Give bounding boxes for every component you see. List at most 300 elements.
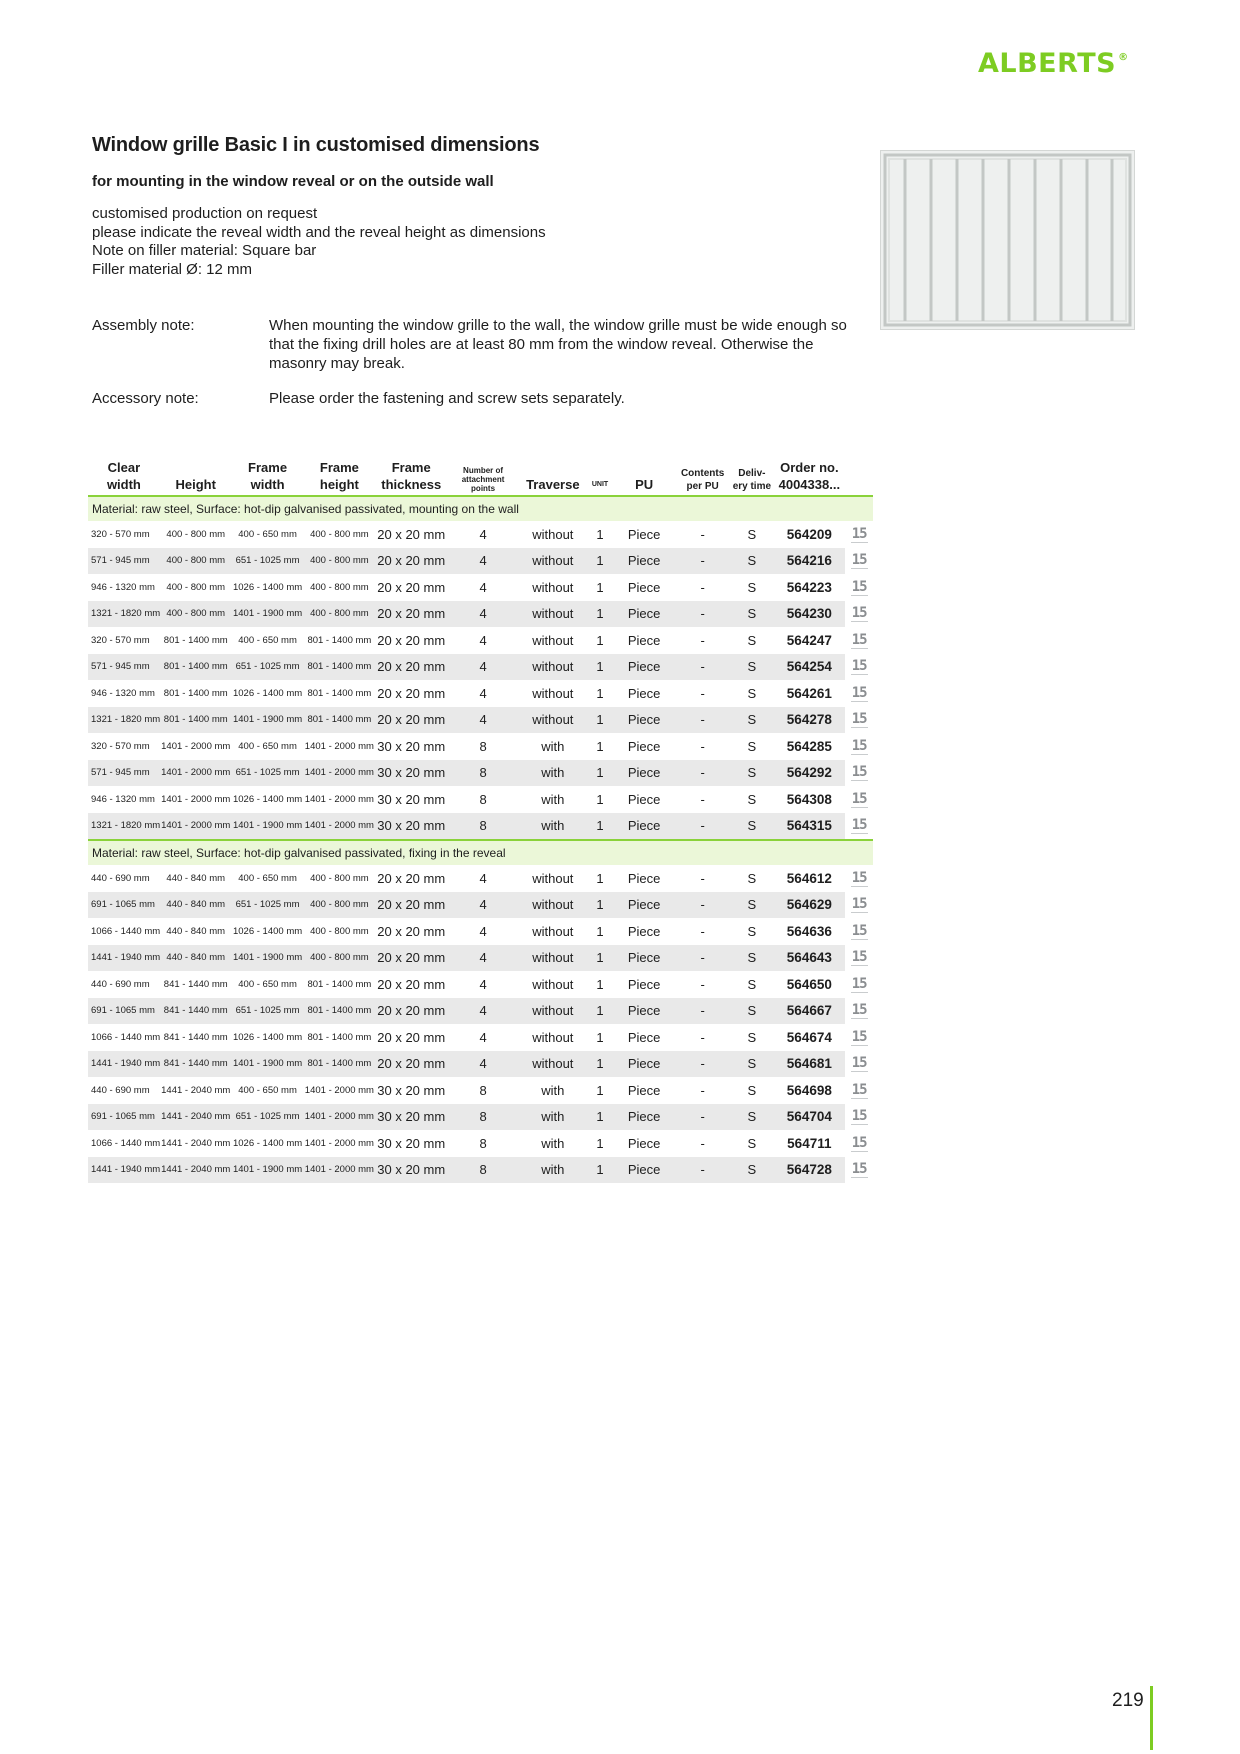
cell-frame-thickness: 30 x 20 mm <box>377 738 446 754</box>
table-row <box>88 707 873 734</box>
cell-traverse: without <box>532 685 574 701</box>
header-frame-width: Frame width <box>248 460 288 492</box>
cell-frame-height: 400 - 800 mm <box>303 548 375 575</box>
cell-traverse: with <box>519 1157 587 1184</box>
cell-frame-width: 1401 - 1900 mm <box>232 1157 304 1184</box>
cell-contents-per-pu: - <box>700 870 705 886</box>
cell-height: 400 - 800 mm <box>166 528 226 540</box>
table-row <box>88 945 873 972</box>
cell-traverse: with <box>541 1135 565 1151</box>
accessory-note-text: Please order the fastening and screw sets separately. <box>269 390 625 407</box>
cell-order-no: 564254 <box>773 654 845 681</box>
cell-frame-thickness: 30 x 20 mm <box>375 1157 447 1184</box>
table-row <box>88 918 873 945</box>
cell-pu: Piece <box>627 738 661 754</box>
cell-delivery-time: S <box>730 601 773 628</box>
cell-contents-per-pu: - <box>675 813 730 841</box>
table-body <box>88 496 873 1183</box>
header-frame-height: Frame height <box>319 460 359 492</box>
description-line: please indicate the reveal width and the reveal height as dimensions <box>92 223 546 241</box>
cell-pu: Piece <box>613 760 675 787</box>
lead-time-badge: 15 <box>851 949 867 966</box>
cell-traverse: with <box>519 813 587 841</box>
cell-frame-height: 801 - 1400 mm <box>303 654 375 681</box>
cell-order-no: 564629 <box>773 892 845 919</box>
cell-attachment-points: 4 <box>447 892 519 919</box>
cell-frame-thickness: 20 x 20 mm <box>377 1029 446 1045</box>
cell-clear-width: 1321 - 1820 mm <box>88 813 160 841</box>
cell-attachment-points: 8 <box>447 813 519 841</box>
description-line: customised production on request <box>92 205 318 222</box>
cell-height: 841 - 1440 mm <box>160 998 232 1025</box>
cell-traverse: without <box>519 654 587 681</box>
lead-time-badge: 15 <box>851 896 867 913</box>
cell-unit: 1 <box>596 738 604 754</box>
group-label: Material: raw steel, Surface: hot-dip galvanised passivated, fixing in the reveal <box>88 840 873 865</box>
cell-traverse: with <box>541 1082 565 1098</box>
cell-unit: 1 <box>587 654 614 681</box>
cell-lead-badge <box>845 1051 873 1078</box>
cell-frame-height: 1401 - 2000 mm <box>303 1157 375 1184</box>
cell-unit: 1 <box>587 892 614 919</box>
cell-lead-badge <box>845 627 873 654</box>
table-row <box>88 548 873 575</box>
cell-delivery-time: S <box>730 892 773 919</box>
cell-height: 400 - 800 mm <box>160 548 232 575</box>
cell-frame-height: 1401 - 2000 mm <box>304 1137 374 1149</box>
cell-lead-badge <box>845 786 873 813</box>
cell-frame-width: 1026 - 1400 mm <box>232 1031 303 1043</box>
cell-order-no: 564650 <box>786 976 832 992</box>
cell-delivery-time: S <box>747 632 757 648</box>
cell-unit: 1 <box>587 945 614 972</box>
cell-order-no: 564643 <box>773 945 845 972</box>
lead-time-badge: 15 <box>851 1002 867 1019</box>
cell-lead-badge <box>845 760 873 787</box>
lead-time-badge: 15 <box>851 1161 867 1178</box>
cell-traverse: with <box>519 760 587 787</box>
cell-frame-thickness: 30 x 20 mm <box>375 760 447 787</box>
cell-height: 1441 - 2040 mm <box>160 1157 232 1184</box>
cell-pu: Piece <box>627 870 661 886</box>
table-row <box>88 1157 873 1184</box>
cell-contents-per-pu: - <box>700 1029 705 1045</box>
cell-frame-thickness: 20 x 20 mm <box>377 923 446 939</box>
cell-frame-width: 1026 - 1400 mm <box>232 793 303 805</box>
cell-contents-per-pu: - <box>675 654 730 681</box>
cell-pu: Piece <box>627 1029 661 1045</box>
cell-clear-width: 320 - 570 mm <box>91 740 150 752</box>
cell-frame-width: 1026 - 1400 mm <box>232 925 303 937</box>
header-pu: PU <box>635 477 654 492</box>
cell-unit: 1 <box>587 601 614 628</box>
cell-lead-badge <box>845 1104 873 1131</box>
cell-unit: 1 <box>587 1157 614 1184</box>
cell-attachment-points: 4 <box>447 945 519 972</box>
cell-pu: Piece <box>627 923 661 939</box>
cell-contents-per-pu: - <box>675 707 730 734</box>
table-row <box>88 654 873 681</box>
page-number: 219 <box>1112 1690 1144 1711</box>
cell-pu: Piece <box>627 579 661 595</box>
cell-contents-per-pu: - <box>675 548 730 575</box>
cell-frame-width: 651 - 1025 mm <box>232 998 304 1025</box>
cell-frame-thickness: 20 x 20 mm <box>375 654 447 681</box>
cell-pu: Piece <box>613 1157 675 1184</box>
lead-time-badge: 15 <box>851 658 867 675</box>
lead-time-badge: 15 <box>851 1108 867 1125</box>
header-traverse: Traverse <box>526 477 580 492</box>
cell-frame-height: 801 - 1400 mm <box>307 978 372 990</box>
cell-clear-width: 691 - 1065 mm <box>88 998 160 1025</box>
cell-pu: Piece <box>627 1135 661 1151</box>
cell-order-no: 564308 <box>786 791 832 807</box>
cell-lead-badge <box>845 1024 873 1051</box>
cell-height: 1401 - 2000 mm <box>161 793 231 805</box>
cell-order-no: 564278 <box>773 707 845 734</box>
cell-pu: Piece <box>627 685 661 701</box>
cell-pu: Piece <box>613 998 675 1025</box>
cell-height: 440 - 840 mm <box>166 872 226 884</box>
cell-lead-badge <box>845 998 873 1025</box>
lead-time-badge: 15 <box>851 605 867 622</box>
cell-frame-thickness: 30 x 20 mm <box>375 1104 447 1131</box>
cell-frame-height: 801 - 1400 mm <box>307 1031 372 1043</box>
cell-order-no: 564216 <box>773 548 845 575</box>
cell-frame-height: 1401 - 2000 mm <box>303 1104 375 1131</box>
cell-frame-thickness: 30 x 20 mm <box>377 791 446 807</box>
lead-time-badge: 15 <box>851 684 867 701</box>
lead-time-badge: 15 <box>851 737 867 754</box>
cell-clear-width: 946 - 1320 mm <box>91 793 155 805</box>
table-header-row <box>88 448 873 496</box>
cell-clear-width: 1066 - 1440 mm <box>91 1137 160 1149</box>
cell-lead-badge <box>845 707 873 734</box>
lead-time-badge: 15 <box>851 1081 867 1098</box>
cell-frame-thickness: 20 x 20 mm <box>375 945 447 972</box>
cell-frame-height: 1401 - 2000 mm <box>303 760 375 787</box>
cell-contents-per-pu: - <box>700 791 705 807</box>
cell-lead-badge <box>845 1157 873 1184</box>
cell-lead-badge <box>845 548 873 575</box>
cell-unit: 1 <box>596 923 604 939</box>
cell-clear-width: 946 - 1320 mm <box>91 581 155 593</box>
cell-unit: 1 <box>596 976 604 992</box>
cell-order-no: 564674 <box>786 1029 832 1045</box>
cell-frame-width: 651 - 1025 mm <box>232 654 304 681</box>
lead-time-badge: 15 <box>851 817 867 834</box>
cell-frame-height: 400 - 800 mm <box>310 872 369 884</box>
cell-lead-badge <box>845 601 873 628</box>
cell-pu: Piece <box>613 707 675 734</box>
cell-attachment-points: 8 <box>479 738 487 754</box>
cell-delivery-time: S <box>730 945 773 972</box>
cell-frame-height: 801 - 1400 mm <box>307 634 372 646</box>
lead-time-badge: 15 <box>851 1028 867 1045</box>
cell-delivery-time: S <box>747 738 757 754</box>
cell-delivery-time: S <box>747 923 757 939</box>
cell-height: 841 - 1440 mm <box>163 978 228 990</box>
cell-attachment-points: 8 <box>479 791 487 807</box>
cell-height: 400 - 800 mm <box>160 601 232 628</box>
table-row <box>88 971 873 998</box>
cell-unit: 1 <box>587 1051 614 1078</box>
cell-frame-width: 651 - 1025 mm <box>232 760 304 787</box>
lead-time-badge: 15 <box>851 1055 867 1072</box>
cell-lead-badge <box>845 654 873 681</box>
cell-height: 1401 - 2000 mm <box>161 740 231 752</box>
assembly-note-label: Assembly note: <box>92 317 195 334</box>
cell-frame-thickness: 20 x 20 mm <box>377 685 446 701</box>
cell-delivery-time: S <box>730 707 773 734</box>
cell-height: 801 - 1400 mm <box>160 654 232 681</box>
cell-frame-width: 651 - 1025 mm <box>232 1104 304 1131</box>
cell-frame-thickness: 20 x 20 mm <box>375 707 447 734</box>
cell-unit: 1 <box>596 632 604 648</box>
assembly-note-text: When mounting the window grille to the wall, the window grille must be wide enough so that the fixing drill holes are at least 80 mm from the window reveal. Otherwise the masonry may break. <box>269 317 847 372</box>
cell-frame-width: 400 - 650 mm <box>238 978 297 990</box>
cell-attachment-points: 4 <box>479 923 487 939</box>
cell-traverse: without <box>519 998 587 1025</box>
cell-attachment-points: 4 <box>479 685 487 701</box>
cell-height: 400 - 800 mm <box>166 581 226 593</box>
cell-attachment-points: 8 <box>447 1157 519 1184</box>
cell-height: 801 - 1400 mm <box>160 707 232 734</box>
cell-height: 841 - 1440 mm <box>163 1031 228 1043</box>
cell-order-no: 564612 <box>786 870 832 886</box>
table-row <box>88 786 873 813</box>
cell-pu: Piece <box>613 945 675 972</box>
cell-order-no: 564667 <box>773 998 845 1025</box>
cell-contents-per-pu: - <box>700 1082 705 1098</box>
table-group-row <box>88 496 873 521</box>
header-order-no: Order no. 4004338... <box>778 460 841 492</box>
cell-frame-width: 400 - 650 mm <box>238 1084 297 1096</box>
cell-clear-width: 1321 - 1820 mm <box>88 601 160 628</box>
cell-order-no: 564315 <box>773 813 845 841</box>
cell-height: 440 - 840 mm <box>160 892 232 919</box>
cell-attachment-points: 4 <box>447 601 519 628</box>
cell-attachment-points: 4 <box>447 654 519 681</box>
table-row <box>88 627 873 654</box>
cell-frame-thickness: 20 x 20 mm <box>375 601 447 628</box>
cell-pu: Piece <box>613 813 675 841</box>
cell-clear-width: 1066 - 1440 mm <box>91 1031 160 1043</box>
page-title: Window grille Basic I in customised dimensions <box>92 134 540 156</box>
cell-frame-height: 1401 - 2000 mm <box>304 1084 374 1096</box>
cell-frame-height: 801 - 1400 mm <box>303 998 375 1025</box>
cell-clear-width: 571 - 945 mm <box>88 548 160 575</box>
cell-contents-per-pu: - <box>675 1104 730 1131</box>
cell-attachment-points: 4 <box>479 870 487 886</box>
cell-height: 1441 - 2040 mm <box>160 1104 232 1131</box>
cell-delivery-time: S <box>747 579 757 595</box>
product-table <box>88 448 873 1183</box>
cell-frame-width: 400 - 650 mm <box>238 528 297 540</box>
cell-traverse: without <box>532 526 574 542</box>
cell-traverse: without <box>532 870 574 886</box>
cell-frame-thickness: 30 x 20 mm <box>375 813 447 841</box>
cell-lead-badge <box>845 1130 873 1157</box>
cell-traverse: without <box>519 892 587 919</box>
cell-height: 1441 - 2040 mm <box>161 1137 231 1149</box>
lead-time-badge: 15 <box>851 711 867 728</box>
cell-clear-width: 1441 - 1940 mm <box>88 945 160 972</box>
cell-height: 1401 - 2000 mm <box>160 760 232 787</box>
cell-frame-height: 1401 - 2000 mm <box>303 813 375 841</box>
cell-attachment-points: 4 <box>479 976 487 992</box>
lead-time-badge: 15 <box>851 975 867 992</box>
table-row <box>88 1051 873 1078</box>
cell-order-no: 564261 <box>786 685 832 701</box>
cell-delivery-time: S <box>747 1135 757 1151</box>
cell-frame-height: 400 - 800 mm <box>303 892 375 919</box>
cell-frame-width: 1401 - 1900 mm <box>232 945 304 972</box>
table-row <box>88 998 873 1025</box>
cell-attachment-points: 8 <box>479 1135 487 1151</box>
page-subtitle: for mounting in the window reveal or on the outside wall <box>92 173 494 190</box>
cell-clear-width: 691 - 1065 mm <box>88 1104 160 1131</box>
cell-frame-height: 801 - 1400 mm <box>303 707 375 734</box>
cell-frame-height: 801 - 1400 mm <box>307 687 372 699</box>
cell-unit: 1 <box>587 1104 614 1131</box>
brand-logo <box>978 48 1129 79</box>
cell-unit: 1 <box>587 707 614 734</box>
table-row <box>88 601 873 628</box>
cell-frame-width: 400 - 650 mm <box>238 872 297 884</box>
cell-frame-height: 400 - 800 mm <box>303 945 375 972</box>
cell-order-no: 564209 <box>786 526 832 542</box>
cell-clear-width: 440 - 690 mm <box>91 978 150 990</box>
header-clear-width: Clear width <box>106 460 141 492</box>
cell-traverse: without <box>519 945 587 972</box>
table-row <box>88 813 873 841</box>
cell-frame-width: 400 - 650 mm <box>238 740 297 752</box>
cell-unit: 1 <box>587 998 614 1025</box>
cell-unit: 1 <box>587 760 614 787</box>
table-row <box>88 760 873 787</box>
cell-contents-per-pu: - <box>700 738 705 754</box>
cell-lead-badge <box>845 680 873 707</box>
cell-unit: 1 <box>596 1135 604 1151</box>
cell-unit: 1 <box>596 870 604 886</box>
cell-contents-per-pu: - <box>700 579 705 595</box>
cell-frame-thickness: 20 x 20 mm <box>377 526 446 542</box>
cell-attachment-points: 4 <box>479 632 487 648</box>
cell-traverse: without <box>519 548 587 575</box>
cell-order-no: 564704 <box>773 1104 845 1131</box>
cell-frame-width: 651 - 1025 mm <box>232 548 304 575</box>
cell-delivery-time: S <box>730 998 773 1025</box>
description-line: Filler material Ø: 12 mm <box>92 260 253 278</box>
cell-frame-thickness: 20 x 20 mm <box>377 976 446 992</box>
cell-delivery-time: S <box>730 1051 773 1078</box>
cell-order-no: 564728 <box>773 1157 845 1184</box>
cell-delivery-time: S <box>730 654 773 681</box>
cell-delivery-time: S <box>747 1029 757 1045</box>
cell-pu: Piece <box>613 601 675 628</box>
window-grille-image <box>880 150 1135 330</box>
cell-contents-per-pu: - <box>700 685 705 701</box>
cell-clear-width: 1441 - 1940 mm <box>88 1157 160 1184</box>
cell-lead-badge <box>845 813 873 841</box>
cell-frame-thickness: 20 x 20 mm <box>377 870 446 886</box>
cell-frame-height: 1401 - 2000 mm <box>304 740 374 752</box>
cell-attachment-points: 4 <box>479 526 487 542</box>
cell-height: 440 - 840 mm <box>166 925 226 937</box>
cell-delivery-time: S <box>730 548 773 575</box>
cell-delivery-time: S <box>730 1104 773 1131</box>
cell-lead-badge <box>845 971 873 998</box>
group-label: Material: raw steel, Surface: hot-dip galvanised passivated, mounting on the wall <box>88 496 873 521</box>
cell-delivery-time: S <box>747 870 757 886</box>
cell-delivery-time: S <box>730 1157 773 1184</box>
header-delivery-time: Deliv- ery time <box>732 468 772 492</box>
cell-order-no: 564292 <box>773 760 845 787</box>
table-group-row <box>88 840 873 865</box>
cell-height: 801 - 1400 mm <box>163 687 228 699</box>
lead-time-badge: 15 <box>851 631 867 648</box>
cell-pu: Piece <box>613 1051 675 1078</box>
cell-order-no: 564285 <box>786 738 832 754</box>
cell-clear-width: 440 - 690 mm <box>91 872 150 884</box>
cell-unit: 1 <box>596 579 604 595</box>
cell-attachment-points: 4 <box>447 998 519 1025</box>
table-row <box>88 892 873 919</box>
cell-clear-width: 691 - 1065 mm <box>88 892 160 919</box>
table-row <box>88 1130 873 1157</box>
header-frame-thickness: Frame thickness <box>381 460 442 492</box>
cell-order-no: 564681 <box>773 1051 845 1078</box>
cell-traverse: with <box>541 738 565 754</box>
brand-name: ALBERTS <box>978 48 1117 79</box>
cell-attachment-points: 4 <box>447 548 519 575</box>
cell-lead-badge <box>845 733 873 760</box>
cell-unit: 1 <box>587 813 614 841</box>
cell-traverse: without <box>519 707 587 734</box>
cell-frame-thickness: 30 x 20 mm <box>377 1082 446 1098</box>
cell-pu: Piece <box>627 976 661 992</box>
cell-contents-per-pu: - <box>700 923 705 939</box>
cell-contents-per-pu: - <box>675 892 730 919</box>
cell-height: 1401 - 2000 mm <box>160 813 232 841</box>
table-row <box>88 1077 873 1104</box>
cell-order-no: 564223 <box>786 579 832 595</box>
cell-order-no: 564247 <box>786 632 832 648</box>
cell-traverse: with <box>519 1104 587 1131</box>
cell-pu: Piece <box>627 632 661 648</box>
cell-delivery-time: S <box>747 1082 757 1098</box>
lead-time-badge: 15 <box>851 764 867 781</box>
cell-frame-width: 1401 - 1900 mm <box>232 1051 304 1078</box>
cell-frame-width: 400 - 650 mm <box>238 634 297 646</box>
cell-contents-per-pu: - <box>675 1157 730 1184</box>
cell-lead-badge <box>845 892 873 919</box>
cell-traverse: without <box>519 601 587 628</box>
description <box>92 205 546 279</box>
cell-unit: 1 <box>596 526 604 542</box>
cell-height: 841 - 1440 mm <box>160 1051 232 1078</box>
brand-registered-mark: ® <box>1118 52 1129 63</box>
cell-traverse: without <box>532 579 574 595</box>
cell-attachment-points: 4 <box>447 707 519 734</box>
cell-lead-badge <box>845 918 873 945</box>
cell-contents-per-pu: - <box>675 945 730 972</box>
cell-clear-width: 571 - 945 mm <box>88 654 160 681</box>
cell-order-no: 564711 <box>787 1135 832 1151</box>
cell-frame-width: 651 - 1025 mm <box>232 892 304 919</box>
cell-unit: 1 <box>587 548 614 575</box>
